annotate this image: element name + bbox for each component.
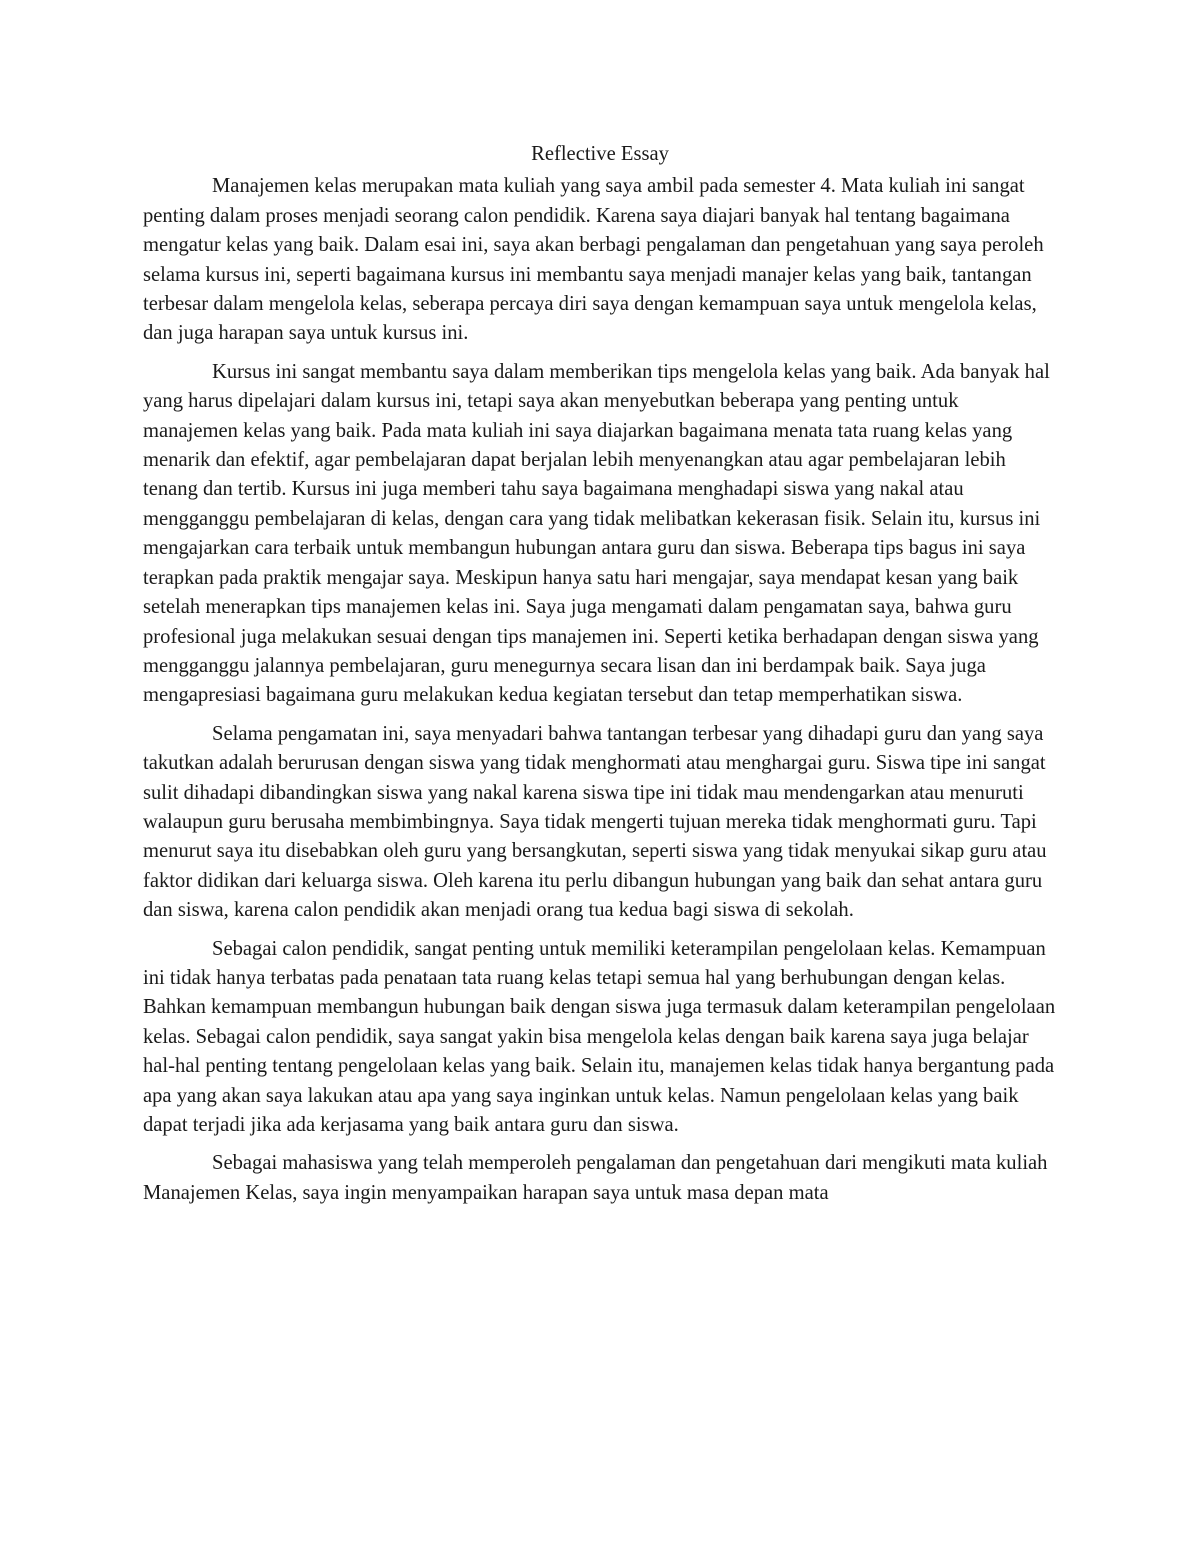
paragraph-5: Sebagai mahasiswa yang telah memperoleh pengalaman dan pengetahuan dari mengikuti mata kuliah Manajemen Kelas, saya ingin menyampaikan harapan saya untuk masa depan mata: [143, 1152, 1048, 1204]
paragraph-3: Selama pengamatan ini, saya menyadari bahwa tantangan terbesar yang dihadapi guru dan yang saya takutkan adalah berurusan dengan siswa yang tidak menghormati atau menghargai guru. Siswa tipe ini sangat sulit dihadapi dibandingkan siswa yang nakal karena siswa tipe ini tidak mau mendengarkan atau menuruti walaupun guru berusaha membimbingnya. Saya tidak mengerti tujuan mereka tidak menghormati guru. Tapi menurut saya itu disebabkan oleh guru yang bersangkutan, seperti siswa yang tidak menyukai sikap guru atau faktor didikan dari keluarga siswa. Oleh karena itu perlu dibangun hubungan yang baik dan sehat antara guru dan siswa, karena calon pendidik akan menjadi orang tua kedua bagi siswa di sekolah.: [143, 722, 1047, 922]
paragraph-1: Manajemen kelas merupakan mata kuliah yang saya ambil pada semester 4. Mata kuliah ini sangat penting dalam proses menjadi seorang calon pendidik. Karena saya diajari banyak hal tentang bagaimana mengatur kelas yang baik. Dalam esai ini, saya akan berbagi pengalaman dan pengetahuan yang saya peroleh selama kursus ini, seperti bagaimana kursus ini membantu saya menjadi manajer kelas yang baik, tantangan terbesar dalam mengelola kelas, seberapa percaya diri saya dengan kemampuan saya untuk mengelola kelas, dan juga harapan saya untuk kursus ini.: [143, 175, 1044, 345]
paragraph-4: Sebagai calon pendidik, sangat penting untuk memiliki keterampilan pengelolaan kelas. Kemampuan ini tidak hanya terbatas pada penataan tata ruang kelas tetapi semua hal yang berhubungan dengan kelas. Bahkan kemampuan membangun hubungan baik dengan siswa juga termasuk dalam keterampilan pengelolaan kelas. Sebagai calon pendidik, saya sangat yakin bisa mengelola kelas dengan baik karena saya juga belajar hal-hal penting tentang pengelolaan kelas yang baik. Selain itu, manajemen kelas tidak hanya bergantung pada apa yang akan saya lakukan atau apa yang saya inginkan untuk kelas. Namun pengelolaan kelas yang baik dapat terjadi jika ada kerjasama yang baik antara guru dan siswa.: [143, 937, 1056, 1136]
document-body: [143, 140, 1057, 1217]
document-title: Reflective Essay: [531, 143, 669, 165]
paragraph-2: Kursus ini sangat membantu saya dalam memberikan tips mengelola kelas yang baik. Ada banyak hal yang harus dipelajari dalam kursus ini, tetapi saya akan menyebutkan beberapa yang penting untuk manajemen kelas yang baik. Pada mata kuliah ini saya diajarkan bagaimana menata tata ruang kelas yang menarik dan efektif, agar pembelajaran dapat berjalan lebih menyenangkan atau agar pembelajaran lebih tenang dan tertib. Kursus ini juga memberi tahu saya bagaimana menghadapi siswa yang nakal atau mengganggu pembelajaran di kelas, dengan cara yang tidak melibatkan kekerasan fisik. Selain itu, kursus ini mengajarkan cara terbaik untuk membangun hubungan antara guru dan siswa. Beberapa tips bagus ini saya terapkan pada praktik mengajar saya. Meskipun hanya satu hari mengajar, saya mendapat kesan yang baik setelah menerapkan tips manajemen kelas ini. Saya juga mengamati dalam pengamatan saya, bahwa guru profesional juga melakukan sesuai dengan tips manajemen ini. Seperti ketika berhadapan dengan siswa yang mengganggu jalannya pembelajaran, guru menegurnya secara lisan dan ini berdampak baik. Saya juga mengapresiasi bagaimana guru melakukan kedua kegiatan tersebut dan tetap memperhatikan siswa.: [143, 360, 1050, 707]
